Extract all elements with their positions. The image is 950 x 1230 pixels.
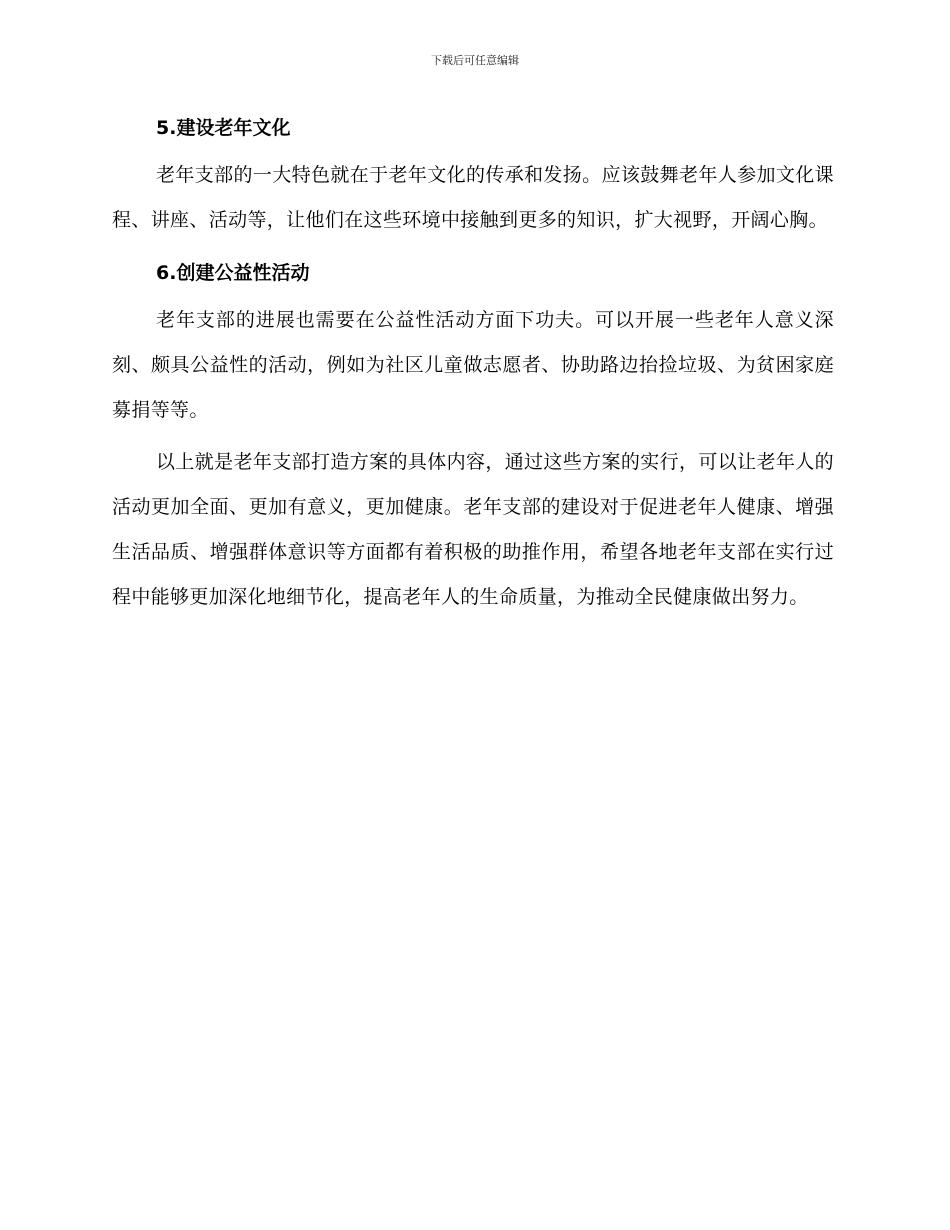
section-heading-public-welfare: 6.创建公益性活动 [156, 262, 310, 284]
page-header: 下载后可任意编辑 [431, 54, 519, 67]
section-heading-culture: 5.建设老年文化 [156, 117, 291, 139]
conclusion-paragraph: 以上就是老年支部打造方案的具体内容，通过这些方案的实行，可以让老年人的活动更加全面、更加有意义，更加健康。老年支部的建设对于促进老年人健康、增强生活品质、增强群体意识等方面都有着积极的助推作用，希望各地老年支部在实行过程中能够更加深化地细节化，提高老年人的生命质量，为推动全民健康做出努力。 [112, 451, 834, 608]
section-paragraph-culture: 老年支部的一大特色就在于老年文化的传承和发扬。应该鼓舞老年人参加文化课程、讲座、活动等，让他们在这些环境中接触到更多的知识，扩大视野，开阔心胸。 [112, 164, 834, 231]
section-paragraph-public-welfare: 老年支部的进展也需要在公益性活动方面下功夫。可以开展一些老年人意义深刻、颇具公益性的活动，例如为社区儿童做志愿者、协助路边抬捡垃圾、为贫困家庭募捐等等。 [112, 309, 834, 421]
document-body [112, 112, 834, 620]
